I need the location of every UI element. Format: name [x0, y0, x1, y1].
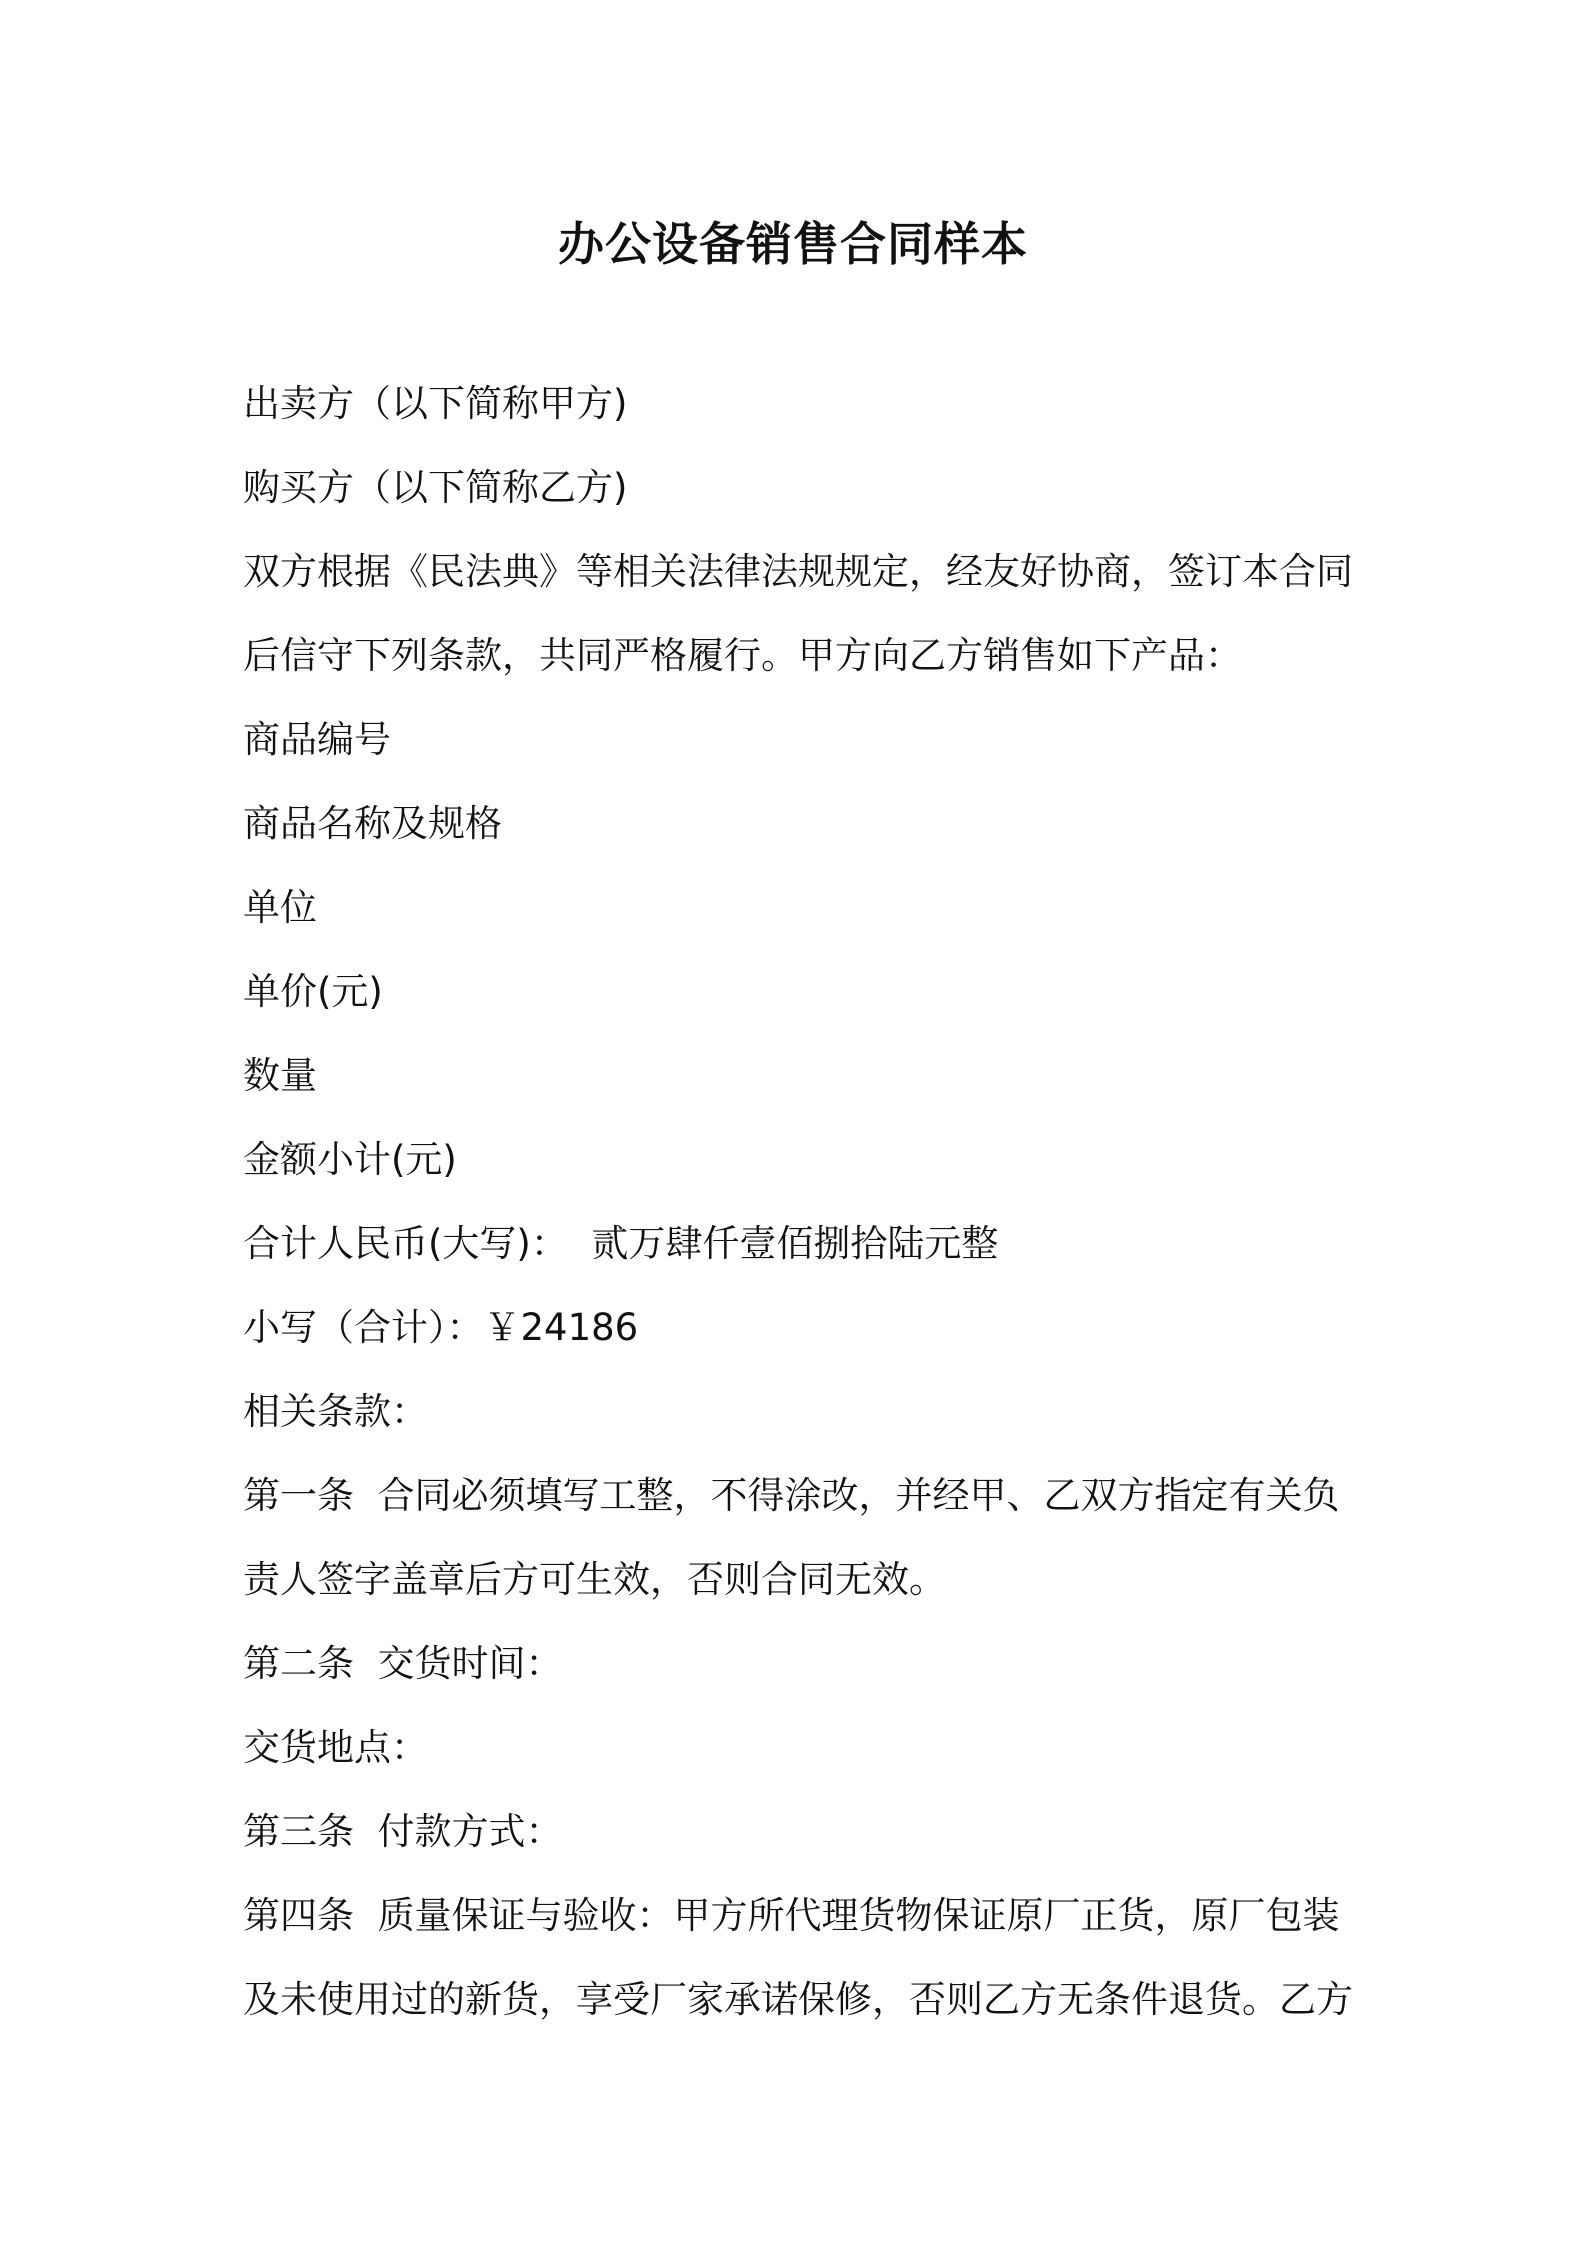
unit-price-line: 单价(元) — [243, 970, 383, 1013]
unit-line: 单位 — [243, 886, 317, 929]
intro-line-1: 双方根据《民法典》等相关法律法规规定，经友好协商，签订本合同 — [243, 550, 1353, 593]
quantity-line: 数量 — [243, 1054, 317, 1097]
item-name-line: 商品名称及规格 — [243, 802, 502, 845]
article-4-line-1: 第四条 质量保证与验收：甲方所代理货物保证原厂正货，原厂包装 — [243, 1894, 1340, 1937]
intro-line-2: 后信守下列条款，共同严格履行。甲方向乙方销售如下产品： — [243, 634, 1242, 677]
total-lowercase-line: 小写（合计）：￥24186 — [243, 1306, 639, 1349]
total-uppercase-line: 合计人民币(大写)： 贰万肆仟壹佰捌拾陆元整 — [243, 1222, 999, 1265]
buyer-line: 购买方（以下简称乙方) — [243, 466, 628, 509]
delivery-place-line: 交货地点： — [243, 1726, 428, 1769]
subtotal-line: 金额小计(元) — [243, 1138, 457, 1181]
terms-heading: 相关条款： — [243, 1390, 428, 1433]
document-body — [243, 362, 1363, 2042]
seller-line: 出卖方（以下简称甲方) — [243, 382, 628, 425]
article-1-line-2: 责人签字盖章后方可生效，否则合同无效。 — [243, 1558, 946, 1601]
document-title: 办公设备销售合同样本 — [558, 217, 1028, 271]
article-4-line-2: 及未使用过的新货，享受厂家承诺保修，否则乙方无条件退货。乙方 — [243, 1978, 1353, 2021]
article-2-line: 第二条 交货时间： — [243, 1642, 563, 1685]
article-3-line: 第三条 付款方式： — [243, 1810, 563, 1853]
item-number-line: 商品编号 — [243, 718, 391, 761]
article-1-line-1: 第一条 合同必须填写工整，不得涂改，并经甲、乙双方指定有关负 — [243, 1474, 1340, 1517]
